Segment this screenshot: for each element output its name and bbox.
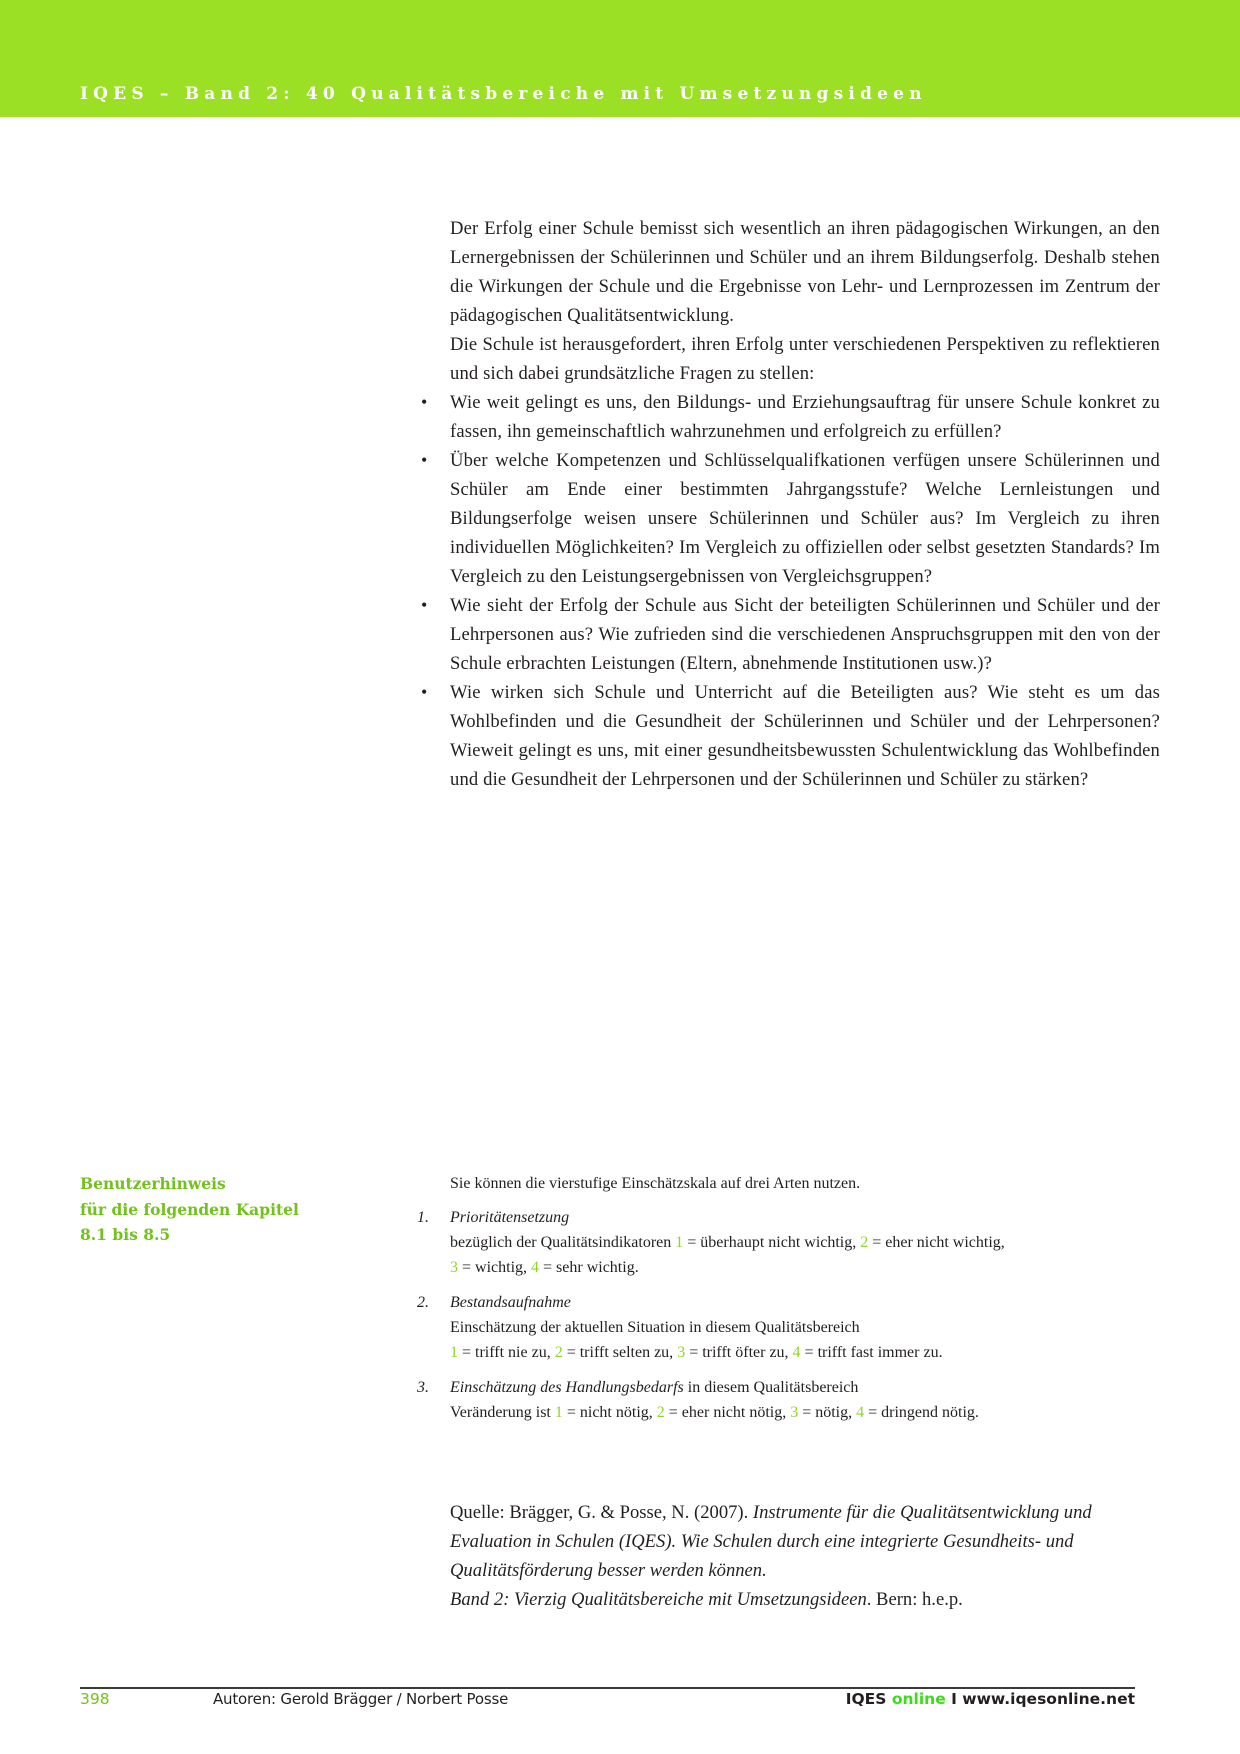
scale-level-text: = dringend nötig. <box>864 1404 979 1421</box>
scale-prefix: bezüglich der Qualitätsindikatoren <box>450 1234 676 1251</box>
scale-level-number: 1 <box>554 1404 563 1421</box>
scale-level-text: = sehr wichtig. <box>539 1259 639 1276</box>
scale-level-text: = eher nicht wichtig, <box>868 1234 1005 1251</box>
scale-lead: Sie können die vierstufige Einschätzskala auf drei Arten nutzen. <box>450 1175 861 1192</box>
scale-usage-list <box>417 1205 1160 1425</box>
citation-title: Instrumente für die Qualitätsentwicklung und Evaluation in Schulen (IQES). Wie Schulen durch eine integrierte Gesundheits- und Qualitätsförderung besser werden können. <box>450 1502 1092 1581</box>
citation-authors: Quelle: Brägger, G. & Posse, N. (2007). <box>450 1502 753 1523</box>
footer-divider <box>80 1687 1135 1689</box>
question-bullet: • Wie wirken sich Schule und Unterricht auf die Beteiligten aus? Wie steht es um das Wohlbefinden und die Gesundheit der Schülerinnen und Schüler und der Lehrpersonen? Wieweit gelingt es uns, mit einer gesundheitsbewussten Schulentwicklung das Wohlbefinden und die Gesundheit der Lehrpersonen und der Schülerinnen und Schüler zu stärken? <box>450 678 1160 794</box>
scale-level-number: 4 <box>531 1259 540 1276</box>
footer-authors: Autoren: Gerold Brägger / Norbert Posse <box>213 1690 509 1708</box>
item-scale-line <box>450 1400 1160 1425</box>
brand-online: online <box>891 1690 946 1708</box>
item-number: 2. <box>417 1294 429 1311</box>
scale-item-priority <box>417 1205 1160 1280</box>
user-note-line: für die folgenden Kapitel <box>80 1199 299 1219</box>
scale-level-text: = nötig, <box>798 1404 857 1421</box>
running-header-title: IQES – Band 2: 40 Qualitätsbereiche mit Umsetzungsideen <box>80 84 927 104</box>
scale-level-number: 2 <box>656 1404 665 1421</box>
scale-prefix: Veränderung ist <box>450 1404 555 1421</box>
user-note-heading <box>80 1171 380 1248</box>
scale-level-text: = trifft nie zu, <box>458 1344 555 1361</box>
rating-scale-section <box>417 1171 1160 1435</box>
item-heading-suffix: in diesem Qualitätsbereich <box>683 1379 859 1396</box>
item-number: 3. <box>417 1379 429 1396</box>
item-scale-line <box>450 1230 1160 1280</box>
item-heading: Prioritätensetzung <box>450 1209 570 1226</box>
scale-level-number: 3 <box>790 1404 799 1421</box>
scale-level-text: = wichtig, <box>458 1259 532 1276</box>
scale-level-text: = nicht nötig, <box>562 1404 657 1421</box>
item-description: Einschätzung der aktuellen Situation in diesem Qualitätsbereich <box>450 1319 860 1336</box>
scale-level-text: = trifft selten zu, <box>562 1344 678 1361</box>
citation-volume: Band 2: Vierzig Qualitätsbereiche mit Umsetzungsideen <box>450 1589 867 1610</box>
intro-section <box>450 214 1160 794</box>
intro-paragraph: Die Schule ist herausgefordert, ihren Erfolg unter verschiedenen Perspektiven zu reflektieren und sich dabei grundsätzliche Fragen zu stellen: <box>450 334 1160 384</box>
brand-iqes: IQES <box>845 1690 887 1708</box>
question-list <box>450 388 1160 794</box>
item-heading: Einschätzung des Handlungsbedarfs <box>450 1379 684 1396</box>
brand-separator: I <box>951 1690 957 1708</box>
page-number: 398 <box>80 1690 110 1708</box>
scale-item-inventory <box>417 1290 1160 1365</box>
scale-level-text: = trifft öfter zu, <box>685 1344 793 1361</box>
scale-level-number: 1 <box>675 1234 684 1251</box>
scale-level-number: 1 <box>450 1344 458 1361</box>
item-heading: Bestandsaufnahme <box>450 1294 571 1311</box>
source-citation <box>450 1498 1160 1614</box>
scale-level-text: = eher nicht nötig, <box>664 1404 791 1421</box>
question-bullet: • Über welche Kompetenzen und Schlüsselqualifkationen verfügen unsere Schülerinnen und Schüler am Ende einer bestimmten Jahrgangsstufe? Welche Lernleistungen und Bildungserfolge weisen unsere Schülerinnen und Schüler aus? Im Vergleich zu ihren individuellen Möglichkeiten? Im Vergleich zu offiziellen oder selbst gesetzten Standards? Im Vergleich zu den Leistungsergebnissen von Vergleichsgruppen? <box>450 446 1160 591</box>
question-bullet: • Wie weit gelingt es uns, den Bildungs- und Erziehungsauftrag für unsere Schule konkret zu fassen, ihn gemeinschaftlich wahrzunehmen und erfolgreich zu erfüllen? <box>450 388 1160 446</box>
header-bar <box>0 0 1240 117</box>
footer-url[interactable]: www.iqesonline.net <box>962 1690 1135 1708</box>
item-scale-line <box>450 1340 1160 1365</box>
scale-level-number: 2 <box>860 1234 869 1251</box>
scale-level-number: 2 <box>554 1344 563 1361</box>
scale-level-text: = trifft fast immer zu. <box>800 1344 943 1361</box>
question-bullet: • Wie sieht der Erfolg der Schule aus Sicht der beteiligten Schülerinnen und Schüler und der Lehrpersonen aus? Wie zufrieden sind die verschiedenen Anspruchsgruppen mit den von der Schule erbrachten Leistungen (Eltern, abnehmende Institutionen usw.)? <box>450 591 1160 678</box>
scale-item-need-for-action <box>417 1375 1160 1425</box>
intro-paragraph: Der Erfolg einer Schule bemisst sich wesentlich an ihren pädagogischen Wirkungen, an den Lernergebnissen der Schülerinnen und Schüler und an ihrem Bildungserfolg. Deshalb stehen die Wirkungen der Schule und die Ergebnisse von Lehr- und Lernprozessen im Zentrum der pädagogischen Qualitätsentwicklung. <box>450 218 1160 326</box>
scale-level-number: 3 <box>677 1344 686 1361</box>
user-note-line: 8.1 bis 8.5 <box>80 1225 171 1244</box>
scale-level-number: 4 <box>792 1344 801 1361</box>
citation-publisher: . Bern: h.e.p. <box>866 1589 963 1610</box>
footer-brand <box>846 1690 1135 1708</box>
scale-level-text: = überhaupt nicht wichtig, <box>683 1234 861 1251</box>
scale-level-number: 4 <box>856 1404 865 1421</box>
item-number: 1. <box>417 1209 429 1226</box>
scale-level-number: 3 <box>450 1259 458 1276</box>
user-note-line: Benutzerhinweis <box>80 1174 226 1193</box>
